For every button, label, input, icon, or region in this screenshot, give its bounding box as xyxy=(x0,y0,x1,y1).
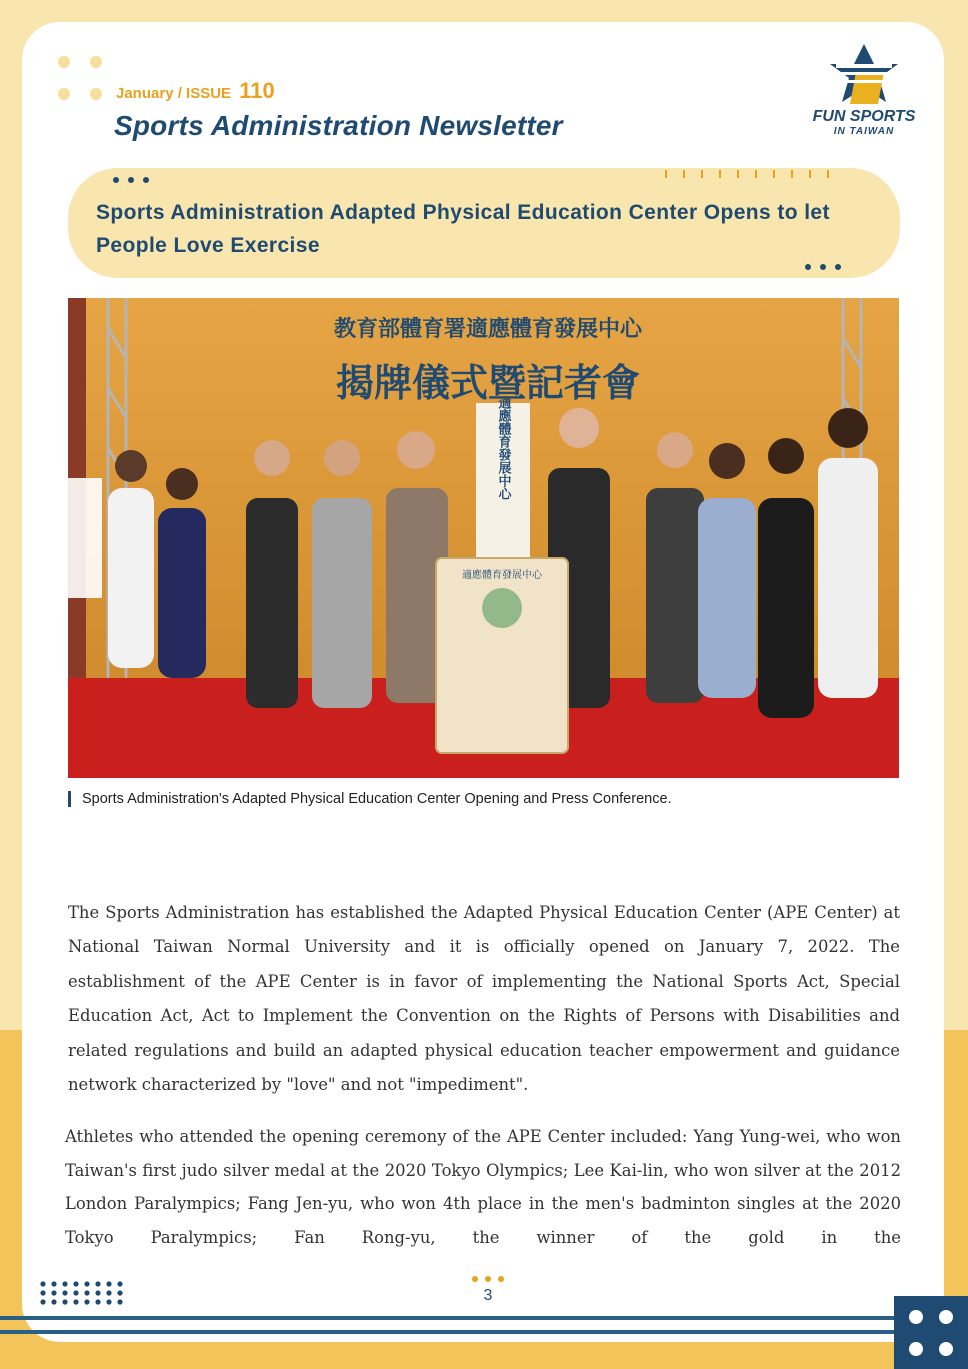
photo-pillar-text: 適應體育發展中心 xyxy=(495,396,511,500)
issue-line xyxy=(116,78,275,104)
headline-dots-left xyxy=(112,175,156,185)
headline-dashes xyxy=(664,170,844,182)
corner-dots-icon xyxy=(894,1296,968,1369)
fun-sports-logo xyxy=(800,42,928,146)
newsletter-title: Sports Administration Newsletter xyxy=(114,110,563,141)
issue-number: 110 xyxy=(239,78,275,103)
photo-banner-line1: 教育部體育署適應體育發展中心 xyxy=(333,317,643,342)
footer-rule-bottom xyxy=(0,1330,894,1334)
photo-caption: Sports Administration's Adapted Physical Education Center Opening and Press Conference. xyxy=(82,791,672,807)
photo-podium-text: 適應體育發展中心 xyxy=(462,570,542,581)
photo-banner-line2: 揭牌儀式暨記者會 xyxy=(335,361,641,405)
page-number-dots xyxy=(470,1274,510,1284)
issue-label: January / ISSUE xyxy=(116,85,232,102)
ceremony-photo xyxy=(68,298,899,778)
logo-text-line1: FUN SPORTS xyxy=(812,108,916,125)
decor-dots-top-left xyxy=(58,56,108,106)
paragraph-1: The Sports Administration has established the Adapted Physical Education Center (APE Center) at National Taiwan Normal University and it is officially opened on January 7, 2022. The establishment of the APE Center is in favor of implementing the National Sports Act, Special Education Act, Act to Implement the Convention on the Rights of Persons with Disabilities and related regulations and build an adapted physical education teacher empowerment and guidance network characterized by "love" and not "impediment". xyxy=(68,903,900,1095)
footer-rule-top xyxy=(0,1316,894,1320)
page-number: 3 xyxy=(483,1287,493,1304)
corner-dots-box xyxy=(894,1296,968,1369)
star-runner-logo-icon xyxy=(800,42,928,112)
caption-bar xyxy=(68,791,71,807)
logo-text-line2: IN TAIWAN xyxy=(833,126,895,137)
headline-dots-right xyxy=(804,262,848,272)
article-headline: Sports Administration Adapted Physical Education Center Opens to let People Love Exercise xyxy=(96,201,830,257)
paragraph-2: Athletes who attended the opening ceremony of the APE Center included: Yang Yung-wei, who won Taiwan's first judo silver medal at the 2020 Tokyo Olympics; Lee Kai-lin, who won silver at the 2012 London Paralympics; Fang Jen-yu, who won 4th place in the men's badminton singles at the 2020 Tokyo Paralympics; Fan Rong-yu, the winner of the gold in the xyxy=(65,1127,901,1248)
decor-dots-bottom-left xyxy=(40,1280,132,1306)
